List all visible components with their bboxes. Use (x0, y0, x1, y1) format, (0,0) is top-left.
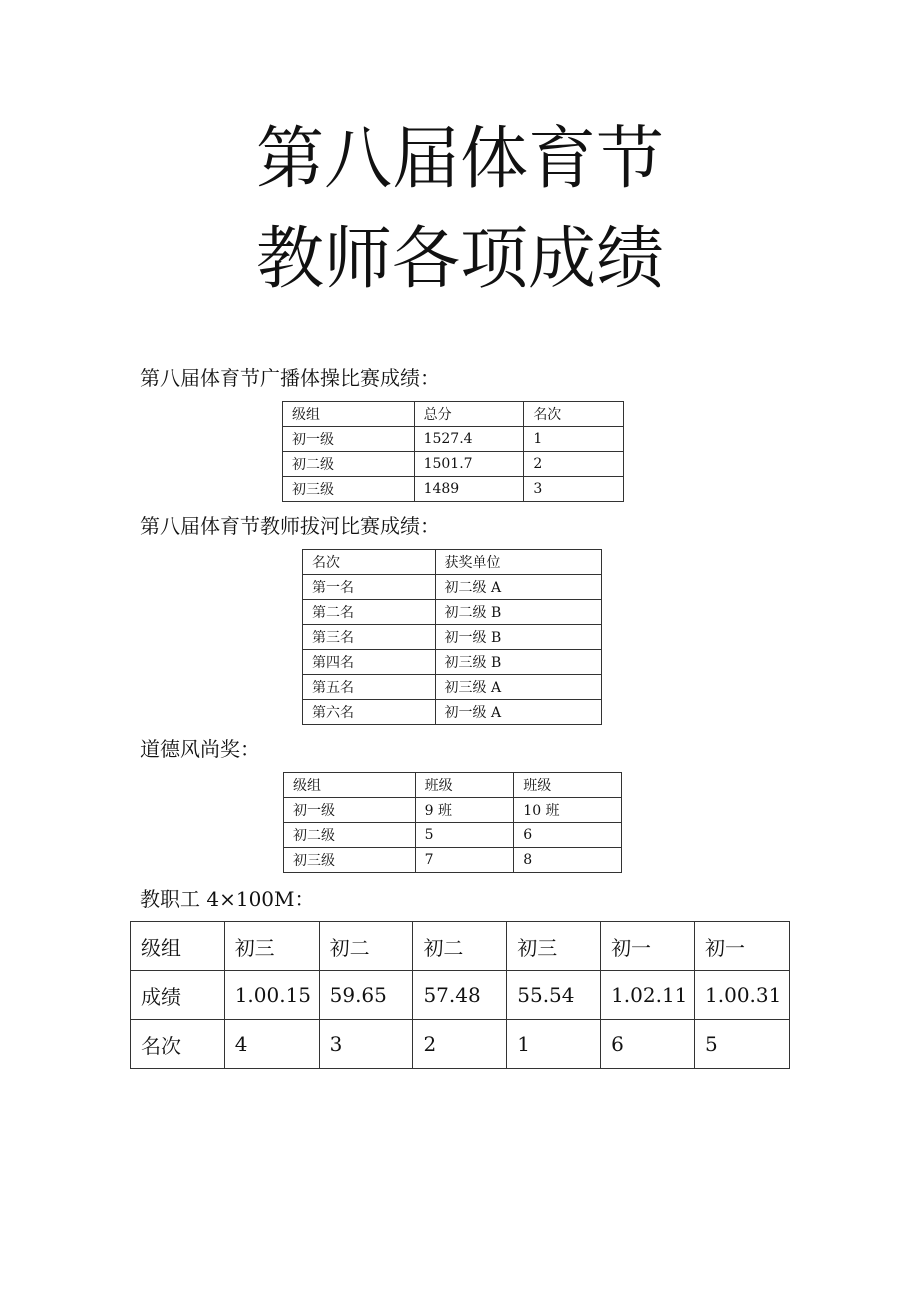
table-cell: 1.02.11 (601, 971, 695, 1020)
table-header-row (284, 773, 622, 798)
table-cell: 第三名 (303, 625, 436, 650)
table-cell: 第六名 (303, 700, 436, 725)
table-cell: 初一级 A (435, 700, 601, 725)
table-header-row (303, 550, 602, 575)
table-cell: 初二级 (283, 452, 415, 477)
row-label-cell: 名次 (131, 1020, 225, 1069)
table-cell: 初二 (319, 922, 413, 971)
header-cell: 班级 (514, 773, 622, 798)
broadcast-table (282, 401, 624, 502)
table-cell: 5 (415, 823, 514, 848)
table-cell: 2 (524, 452, 624, 477)
table-cell: 1501.7 (414, 452, 524, 477)
table-header-row (283, 402, 624, 427)
tug-table (302, 549, 602, 725)
table-cell: 3 (524, 477, 624, 502)
table-cell: 1.00.15 (224, 971, 319, 1020)
table-row (303, 675, 602, 700)
header-cell: 班级 (415, 773, 514, 798)
header-cell: 名次 (524, 402, 624, 427)
header-cell: 获奖单位 (435, 550, 601, 575)
table-cell: 初一 (695, 922, 790, 971)
table-cell: 初三级 B (435, 650, 601, 675)
table-cell: 初二级 A (435, 575, 601, 600)
tug-heading: 第八届体育节教师拔河比赛成绩： (140, 514, 440, 538)
table-row (303, 600, 602, 625)
table-cell: 1.00.31 (695, 971, 790, 1020)
table-cell: 55.54 (507, 971, 601, 1020)
table-cell: 8 (514, 848, 622, 873)
table-row (303, 650, 602, 675)
table-cell: 初三 (507, 922, 601, 971)
table-row (303, 625, 602, 650)
table-row (131, 971, 790, 1020)
table-cell: 第一名 (303, 575, 436, 600)
table-row (284, 823, 622, 848)
row-label-cell: 级组 (131, 922, 225, 971)
table-cell: 6 (601, 1020, 695, 1069)
table-cell: 初一级 (283, 427, 415, 452)
table-cell: 57.48 (413, 971, 507, 1020)
table-row (303, 700, 602, 725)
table-row (284, 798, 622, 823)
header-cell: 总分 (414, 402, 524, 427)
table-cell: 初三级 (284, 848, 416, 873)
table-cell: 59.65 (319, 971, 413, 1020)
table-cell: 7 (415, 848, 514, 873)
table-cell: 10 班 (514, 798, 622, 823)
table-row (283, 427, 624, 452)
table-cell: 初三 (224, 922, 319, 971)
table-cell: 初二级 (284, 823, 416, 848)
table-cell: 初二级 B (435, 600, 601, 625)
table-cell: 1489 (414, 477, 524, 502)
table-cell: 5 (695, 1020, 790, 1069)
table-cell: 第五名 (303, 675, 436, 700)
table-row (283, 477, 624, 502)
table-cell: 初三级 A (435, 675, 601, 700)
table-cell: 1 (524, 427, 624, 452)
table-cell: 初二 (413, 922, 507, 971)
table-row (131, 1020, 790, 1069)
page-title-line1: 第八届体育节 (255, 120, 664, 199)
table-cell: 初三级 (283, 477, 415, 502)
broadcast-heading: 第八届体育节广播体操比赛成绩： (140, 366, 440, 390)
table-cell: 第四名 (303, 650, 436, 675)
header-cell: 级组 (284, 773, 416, 798)
morality-table (283, 772, 622, 873)
table-cell: 第二名 (303, 600, 436, 625)
table-cell: 6 (514, 823, 622, 848)
morality-heading: 道德风尚奖： (140, 737, 260, 761)
table-cell: 初一 (601, 922, 695, 971)
table-row (283, 452, 624, 477)
row-label-cell: 成绩 (131, 971, 225, 1020)
relay-table (130, 921, 790, 1069)
table-cell: 初一级 (284, 798, 416, 823)
table-row (303, 575, 602, 600)
table-cell: 4 (224, 1020, 319, 1069)
table-cell: 9 班 (415, 798, 514, 823)
table-cell: 3 (319, 1020, 413, 1069)
table-cell: 1 (507, 1020, 601, 1069)
table-cell: 1527.4 (414, 427, 524, 452)
relay-heading: 教职工 4×100M： (140, 887, 315, 911)
table-row (131, 922, 790, 971)
table-row (284, 848, 622, 873)
header-cell: 名次 (303, 550, 436, 575)
table-cell: 初一级 B (435, 625, 601, 650)
header-cell: 级组 (283, 402, 415, 427)
table-cell: 2 (413, 1020, 507, 1069)
page-title-line2: 教师各项成绩 (255, 220, 664, 299)
